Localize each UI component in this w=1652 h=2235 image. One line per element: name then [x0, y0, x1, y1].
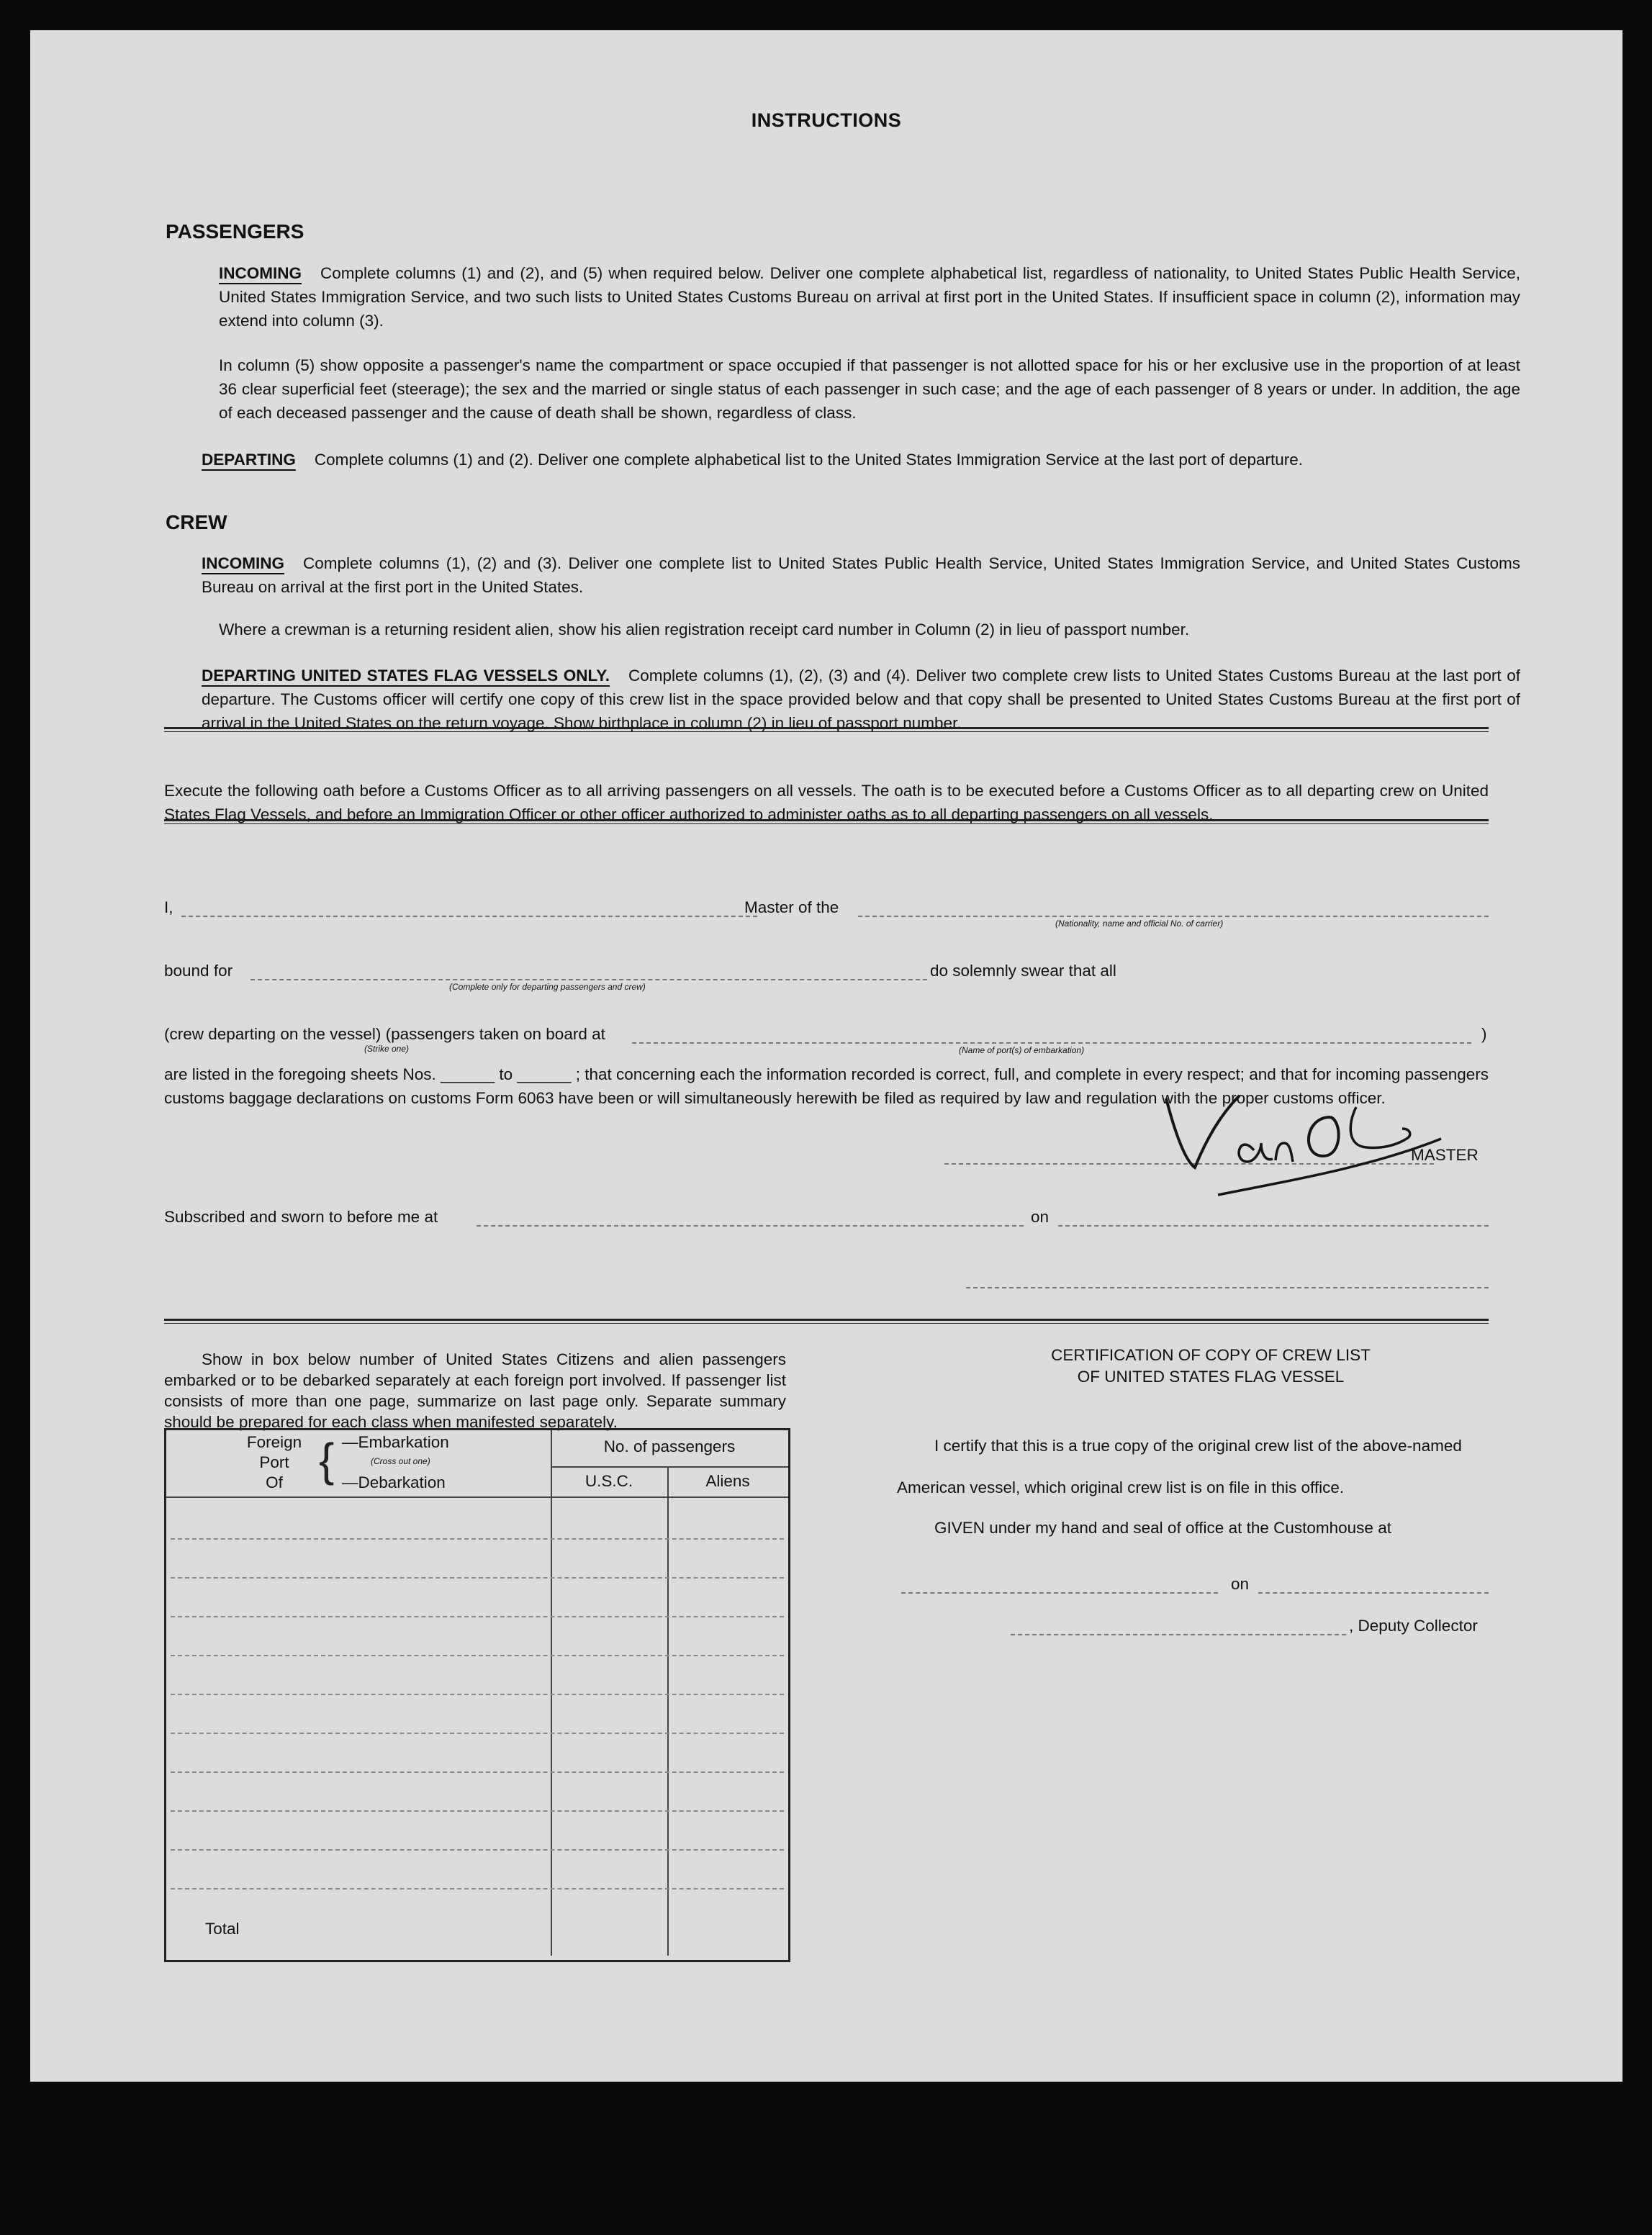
subscribed-label: Subscribed and sworn to before me at: [164, 1208, 438, 1226]
brace-glyph: {: [319, 1434, 335, 1486]
bound-for-line: [250, 979, 927, 980]
table-row: [171, 1810, 784, 1812]
cross-out-note: (Cross out one): [371, 1456, 430, 1466]
table-row: [171, 1733, 784, 1734]
crew-incoming-label: INCOMING: [202, 554, 284, 572]
crew-heading: CREW: [166, 511, 227, 533]
header-bottom-divider: [166, 1496, 788, 1498]
table-row: [171, 1888, 784, 1889]
bound-for-note: (Complete only for departing passengers and crew): [449, 982, 646, 992]
certification-date-line: [1258, 1592, 1489, 1594]
divider: [164, 819, 1489, 824]
page-title: INSTRUCTIONS: [751, 109, 902, 131]
crew-departing-label: DEPARTING UNITED STATES FLAG VESSELS ONLY.: [202, 667, 610, 685]
table-row: [171, 1771, 784, 1773]
passengers-column5-block: [219, 353, 1520, 425]
table-row: [171, 1616, 784, 1617]
subscribed-date-line: [1058, 1225, 1489, 1227]
divider: [164, 727, 1489, 732]
summary-instructions-block: [164, 1319, 786, 1432]
listed-text: are listed in the foregoing sheets Nos. ______ to ______ ; that concerning each the information recorded is correct, full, and complete in every respect; and that for incoming passengers customs baggage declarations on customs Form 6063 have been or will simultaneously herewith be filed as required by law and regulation with the proper customs officer.: [164, 1065, 1489, 1107]
certification-line2: American vessel, which original crew list is on file in this office.: [897, 1478, 1345, 1496]
summary-instructions-text: Show in box below number of United States Citizens and alien passengers embarked or to be debarked separately at each foreign port involved. If passenger list consists of more than one page, summarize on last page only. Separate summary should be prepared for each class when manifested separately.: [164, 1350, 786, 1431]
passengers-departing-block: [202, 448, 1520, 471]
officer-signature-line: [966, 1287, 1489, 1288]
certification-title-line2: OF UNITED STATES FLAG VESSEL: [1077, 1368, 1345, 1386]
certification-title-line1: CERTIFICATION OF COPY OF CREW LIST: [1051, 1346, 1371, 1364]
master-label: MASTER: [1411, 1146, 1479, 1164]
header-divider: [551, 1466, 788, 1468]
ports-note: (Name of port(s) of embarkation): [959, 1045, 1085, 1055]
certification-line1: I certify that this is a true copy of the original crew list of the above-named: [934, 1437, 1462, 1455]
column-divider: [551, 1430, 552, 1956]
table-row: [171, 1694, 784, 1695]
strike-one-note: (Strike one): [364, 1044, 410, 1054]
ports-line: [632, 1042, 1471, 1044]
crew-incoming-text: Complete columns (1), (2) and (3). Deliver one complete list to United States Public Health Service, United States Immigration Service, and United States Customs Bureau on arrival at the first port in the United States.: [202, 554, 1520, 596]
master-of-the-label: Master of the: [744, 898, 839, 916]
document-page: [30, 30, 1622, 2082]
passenger-summary-table: [164, 1428, 790, 1962]
debarkation-label: —Debarkation: [342, 1473, 446, 1491]
crew-alien-text: Where a crewman is a returning resident alien, show his alien registration receipt card number in Column (2) in lieu of passport number.: [219, 620, 1190, 638]
column-divider: [667, 1466, 669, 1956]
customhouse-line: [901, 1592, 1218, 1594]
port-header: Port: [259, 1453, 289, 1471]
total-label: Total: [205, 1920, 240, 1938]
oath-intro-text: Execute the following oath before a Customs Officer as to all arriving passengers on all vessels. The oath is to be executed before a Customs Officer as to all departing crew on United States Flag Vessels, and before an Immigration Officer or other officer authorized to administer oaths as to all departing passengers on all vessels.: [164, 782, 1489, 823]
certification-line3: GIVEN under my hand and seal of office at the Customhouse at: [934, 1519, 1391, 1537]
subscribed-place-line: [477, 1225, 1024, 1227]
certification-on-label: on: [1231, 1575, 1250, 1593]
close-paren: ): [1481, 1025, 1487, 1043]
passengers-incoming-text: Complete columns (1) and (2), and (5) when required below. Deliver one complete alphabetical list, regardless of nationality, to United States Public Health Service, United States Immigration Service, and two such lists to United States Customs Bureau on arrival at first port in the United States. If insufficient space in column (2), information may extend into column (3).: [219, 264, 1520, 330]
master-signature: [1153, 1081, 1455, 1211]
deputy-signature-line: [1011, 1634, 1346, 1635]
passengers-departing-text: Complete columns (1) and (2). Deliver one complete alphabetical list to the United States Immigration Service at the last port of departure.: [314, 451, 1304, 469]
passengers-column5-text: In column (5) show opposite a passenger's name the compartment or space occupied if that passenger is not allotted space for his or her exclusive use in the proportion of at least 36 clear superficial feet (steerage); the sex and the married or single status of each passenger in such case; and the age of each passenger of 8 years or under. In addition, the age of each deceased passenger and the cause of death shall be shown, regardless of class.: [219, 356, 1520, 422]
embarkation-label: —Embarkation: [342, 1433, 449, 1451]
vessel-name-line: [858, 916, 1489, 917]
no-passengers-header: No. of passengers: [603, 1437, 736, 1455]
aliens-header: Aliens: [705, 1472, 750, 1490]
table-row: [171, 1849, 784, 1851]
crew-departing-block: [202, 664, 1520, 735]
table-row: [171, 1538, 784, 1540]
bound-for-label: bound for: [164, 962, 233, 980]
foreign-header: Foreign: [246, 1433, 302, 1451]
crew-departing-oath-label: (crew departing on the vessel) (passengers taken on board at: [164, 1025, 605, 1043]
passengers-departing-label: DEPARTING: [202, 451, 296, 469]
deputy-collector-label: , Deputy Collector: [1349, 1617, 1478, 1635]
solemnly-label: do solemnly swear that all: [930, 962, 1116, 980]
usc-header: U.S.C.: [584, 1472, 633, 1490]
passengers-incoming-block: [219, 261, 1520, 333]
oath-i-label: I,: [164, 898, 173, 916]
crew-incoming-block: [202, 551, 1520, 599]
passengers-incoming-label: INCOMING: [219, 264, 302, 282]
master-name-line: [181, 916, 757, 917]
table-row: [171, 1655, 784, 1656]
crew-alien-block: [219, 618, 1520, 641]
subscribed-on-label: on: [1031, 1208, 1050, 1226]
passengers-heading: PASSENGERS: [166, 220, 304, 243]
table-row: [171, 1577, 784, 1579]
crew-departing-text: Complete columns (1), (2), (3) and (4). Deliver two complete crew lists to United States Customs Bureau at the last port of departure. The Customs officer will certify one copy of this crew list in the space provided below and that copy shall be presented to United States Customs Bureau at the first port of arrival in the United States on the return voyage. Show birthplace in column (2) in lieu of passport number.: [202, 667, 1520, 732]
nationality-note: (Nationality, name and official No. of carrier): [1055, 918, 1224, 929]
of-header: Of: [266, 1473, 283, 1491]
